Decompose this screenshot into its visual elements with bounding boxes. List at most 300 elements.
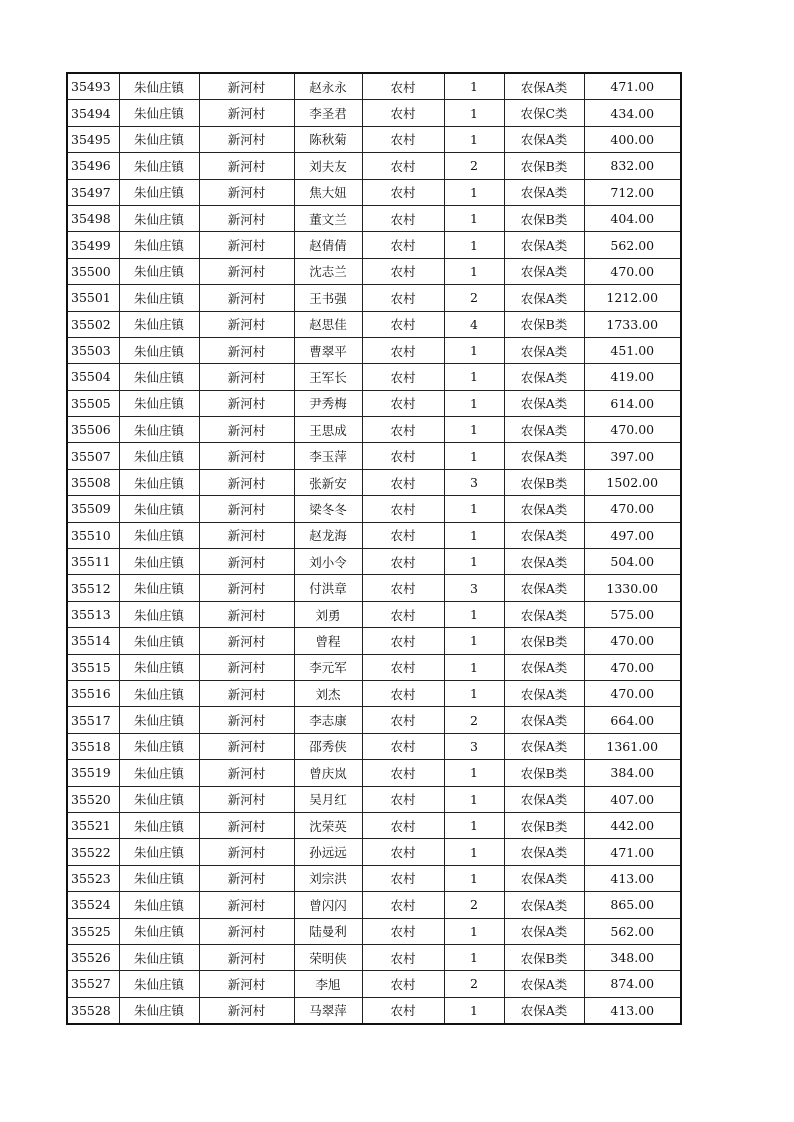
amount-cell: 397.00 <box>584 443 681 469</box>
village-cell: 新河村 <box>199 337 294 363</box>
household-size-cell: 1 <box>444 205 504 231</box>
village-cell: 新河村 <box>199 760 294 786</box>
amount-cell: 470.00 <box>584 417 681 443</box>
insurance-category-cell: 农保A类 <box>504 73 584 100</box>
table-row <box>67 601 681 627</box>
village-cell: 新河村 <box>199 469 294 495</box>
person-name-cell: 曾庆岚 <box>294 760 362 786</box>
village-cell: 新河村 <box>199 311 294 337</box>
area-type-cell: 农村 <box>362 812 444 838</box>
subsidy-table <box>66 72 682 1025</box>
row-id-cell: 35511 <box>67 549 119 575</box>
amount-cell: 471.00 <box>584 839 681 865</box>
village-cell: 新河村 <box>199 628 294 654</box>
insurance-category-cell: 农保A类 <box>504 443 584 469</box>
row-id-cell: 35514 <box>67 628 119 654</box>
village-cell: 新河村 <box>199 733 294 759</box>
household-size-cell: 2 <box>444 153 504 179</box>
amount-cell: 419.00 <box>584 364 681 390</box>
table-body <box>67 73 681 1024</box>
insurance-category-cell: 农保A类 <box>504 733 584 759</box>
table-row <box>67 232 681 258</box>
row-id-cell: 35506 <box>67 417 119 443</box>
person-name-cell: 李志康 <box>294 707 362 733</box>
insurance-category-cell: 农保A类 <box>504 971 584 997</box>
village-cell: 新河村 <box>199 892 294 918</box>
person-name-cell: 董文兰 <box>294 205 362 231</box>
town-cell: 朱仙庄镇 <box>119 786 199 812</box>
area-type-cell: 农村 <box>362 628 444 654</box>
town-cell: 朱仙庄镇 <box>119 971 199 997</box>
table-row <box>67 443 681 469</box>
row-id-cell: 35515 <box>67 654 119 680</box>
amount-cell: 1361.00 <box>584 733 681 759</box>
household-size-cell: 1 <box>444 997 504 1024</box>
village-cell: 新河村 <box>199 839 294 865</box>
household-size-cell: 1 <box>444 390 504 416</box>
table-row <box>67 522 681 548</box>
row-id-cell: 35526 <box>67 944 119 970</box>
area-type-cell: 农村 <box>362 364 444 390</box>
household-size-cell: 3 <box>444 575 504 601</box>
area-type-cell: 农村 <box>362 179 444 205</box>
town-cell: 朱仙庄镇 <box>119 680 199 706</box>
village-cell: 新河村 <box>199 364 294 390</box>
insurance-category-cell: 农保A类 <box>504 892 584 918</box>
town-cell: 朱仙庄镇 <box>119 865 199 891</box>
household-size-cell: 2 <box>444 892 504 918</box>
amount-cell: 413.00 <box>584 865 681 891</box>
table-row <box>67 100 681 126</box>
insurance-category-cell: 农保B类 <box>504 812 584 838</box>
person-name-cell: 沈志兰 <box>294 258 362 284</box>
insurance-category-cell: 农保B类 <box>504 469 584 495</box>
amount-cell: 1212.00 <box>584 285 681 311</box>
village-cell: 新河村 <box>199 443 294 469</box>
household-size-cell: 1 <box>444 944 504 970</box>
village-cell: 新河村 <box>199 680 294 706</box>
insurance-category-cell: 农保A类 <box>504 865 584 891</box>
row-id-cell: 35513 <box>67 601 119 627</box>
amount-cell: 562.00 <box>584 232 681 258</box>
village-cell: 新河村 <box>199 205 294 231</box>
household-size-cell: 2 <box>444 285 504 311</box>
area-type-cell: 农村 <box>362 680 444 706</box>
table-row <box>67 364 681 390</box>
table-row <box>67 337 681 363</box>
row-id-cell: 35512 <box>67 575 119 601</box>
village-cell: 新河村 <box>199 417 294 443</box>
row-id-cell: 35501 <box>67 285 119 311</box>
household-size-cell: 1 <box>444 496 504 522</box>
area-type-cell: 农村 <box>362 971 444 997</box>
person-name-cell: 刘勇 <box>294 601 362 627</box>
person-name-cell: 焦大妞 <box>294 179 362 205</box>
insurance-category-cell: 农保A类 <box>504 549 584 575</box>
town-cell: 朱仙庄镇 <box>119 997 199 1024</box>
insurance-category-cell: 农保A类 <box>504 417 584 443</box>
row-id-cell: 35527 <box>67 971 119 997</box>
town-cell: 朱仙庄镇 <box>119 944 199 970</box>
village-cell: 新河村 <box>199 496 294 522</box>
area-type-cell: 农村 <box>362 865 444 891</box>
household-size-cell: 1 <box>444 522 504 548</box>
row-id-cell: 35516 <box>67 680 119 706</box>
table-row <box>67 918 681 944</box>
table-row <box>67 153 681 179</box>
person-name-cell: 刘小令 <box>294 549 362 575</box>
area-type-cell: 农村 <box>362 337 444 363</box>
table-row <box>67 469 681 495</box>
table-row <box>67 179 681 205</box>
area-type-cell: 农村 <box>362 73 444 100</box>
amount-cell: 832.00 <box>584 153 681 179</box>
insurance-category-cell: 农保B类 <box>504 205 584 231</box>
amount-cell: 413.00 <box>584 997 681 1024</box>
amount-cell: 434.00 <box>584 100 681 126</box>
row-id-cell: 35507 <box>67 443 119 469</box>
amount-cell: 497.00 <box>584 522 681 548</box>
area-type-cell: 农村 <box>362 654 444 680</box>
village-cell: 新河村 <box>199 73 294 100</box>
town-cell: 朱仙庄镇 <box>119 364 199 390</box>
insurance-category-cell: 农保A类 <box>504 997 584 1024</box>
table-row <box>67 997 681 1024</box>
row-id-cell: 35496 <box>67 153 119 179</box>
amount-cell: 712.00 <box>584 179 681 205</box>
village-cell: 新河村 <box>199 997 294 1024</box>
village-cell: 新河村 <box>199 100 294 126</box>
amount-cell: 470.00 <box>584 496 681 522</box>
amount-cell: 384.00 <box>584 760 681 786</box>
household-size-cell: 1 <box>444 839 504 865</box>
row-id-cell: 35493 <box>67 73 119 100</box>
village-cell: 新河村 <box>199 232 294 258</box>
row-id-cell: 35508 <box>67 469 119 495</box>
person-name-cell: 李玉萍 <box>294 443 362 469</box>
table-row <box>67 496 681 522</box>
person-name-cell: 刘夫友 <box>294 153 362 179</box>
household-size-cell: 1 <box>444 865 504 891</box>
person-name-cell: 赵永永 <box>294 73 362 100</box>
village-cell: 新河村 <box>199 918 294 944</box>
household-size-cell: 3 <box>444 733 504 759</box>
amount-cell: 874.00 <box>584 971 681 997</box>
person-name-cell: 曾程 <box>294 628 362 654</box>
area-type-cell: 农村 <box>362 100 444 126</box>
town-cell: 朱仙庄镇 <box>119 839 199 865</box>
insurance-category-cell: 农保A类 <box>504 522 584 548</box>
town-cell: 朱仙庄镇 <box>119 285 199 311</box>
household-size-cell: 1 <box>444 126 504 152</box>
amount-cell: 1733.00 <box>584 311 681 337</box>
amount-cell: 1502.00 <box>584 469 681 495</box>
insurance-category-cell: 农保A类 <box>504 179 584 205</box>
area-type-cell: 农村 <box>362 575 444 601</box>
amount-cell: 404.00 <box>584 205 681 231</box>
person-name-cell: 陈秋菊 <box>294 126 362 152</box>
area-type-cell: 农村 <box>362 786 444 812</box>
area-type-cell: 农村 <box>362 997 444 1024</box>
row-id-cell: 35524 <box>67 892 119 918</box>
household-size-cell: 2 <box>444 971 504 997</box>
person-name-cell: 赵倩倩 <box>294 232 362 258</box>
town-cell: 朱仙庄镇 <box>119 390 199 416</box>
household-size-cell: 1 <box>444 100 504 126</box>
household-size-cell: 1 <box>444 549 504 575</box>
row-id-cell: 35495 <box>67 126 119 152</box>
area-type-cell: 农村 <box>362 205 444 231</box>
area-type-cell: 农村 <box>362 918 444 944</box>
row-id-cell: 35510 <box>67 522 119 548</box>
person-name-cell: 沈荣英 <box>294 812 362 838</box>
village-cell: 新河村 <box>199 575 294 601</box>
town-cell: 朱仙庄镇 <box>119 522 199 548</box>
village-cell: 新河村 <box>199 812 294 838</box>
person-name-cell: 刘杰 <box>294 680 362 706</box>
amount-cell: 451.00 <box>584 337 681 363</box>
amount-cell: 470.00 <box>584 680 681 706</box>
table-row <box>67 892 681 918</box>
town-cell: 朱仙庄镇 <box>119 417 199 443</box>
table-row <box>67 285 681 311</box>
table-row <box>67 311 681 337</box>
insurance-category-cell: 农保A类 <box>504 337 584 363</box>
town-cell: 朱仙庄镇 <box>119 654 199 680</box>
town-cell: 朱仙庄镇 <box>119 205 199 231</box>
area-type-cell: 农村 <box>362 549 444 575</box>
person-name-cell: 梁冬冬 <box>294 496 362 522</box>
area-type-cell: 农村 <box>362 760 444 786</box>
village-cell: 新河村 <box>199 179 294 205</box>
village-cell: 新河村 <box>199 522 294 548</box>
table-row <box>67 680 681 706</box>
town-cell: 朱仙庄镇 <box>119 549 199 575</box>
household-size-cell: 1 <box>444 760 504 786</box>
row-id-cell: 35505 <box>67 390 119 416</box>
person-name-cell: 王军长 <box>294 364 362 390</box>
household-size-cell: 1 <box>444 364 504 390</box>
household-size-cell: 1 <box>444 812 504 838</box>
town-cell: 朱仙庄镇 <box>119 311 199 337</box>
row-id-cell: 35494 <box>67 100 119 126</box>
insurance-category-cell: 农保B类 <box>504 628 584 654</box>
town-cell: 朱仙庄镇 <box>119 707 199 733</box>
area-type-cell: 农村 <box>362 417 444 443</box>
village-cell: 新河村 <box>199 126 294 152</box>
row-id-cell: 35497 <box>67 179 119 205</box>
area-type-cell: 农村 <box>362 601 444 627</box>
village-cell: 新河村 <box>199 549 294 575</box>
area-type-cell: 农村 <box>362 469 444 495</box>
town-cell: 朱仙庄镇 <box>119 179 199 205</box>
area-type-cell: 农村 <box>362 232 444 258</box>
insurance-category-cell: 农保A类 <box>504 496 584 522</box>
row-id-cell: 35500 <box>67 258 119 284</box>
household-size-cell: 3 <box>444 469 504 495</box>
town-cell: 朱仙庄镇 <box>119 153 199 179</box>
person-name-cell: 邵秀侠 <box>294 733 362 759</box>
area-type-cell: 农村 <box>362 390 444 416</box>
table-row <box>67 760 681 786</box>
person-name-cell: 李旭 <box>294 971 362 997</box>
insurance-category-cell: 农保B类 <box>504 760 584 786</box>
village-cell: 新河村 <box>199 258 294 284</box>
insurance-category-cell: 农保A类 <box>504 918 584 944</box>
household-size-cell: 1 <box>444 654 504 680</box>
person-name-cell: 赵龙海 <box>294 522 362 548</box>
insurance-category-cell: 农保A类 <box>504 575 584 601</box>
village-cell: 新河村 <box>199 786 294 812</box>
town-cell: 朱仙庄镇 <box>119 733 199 759</box>
village-cell: 新河村 <box>199 944 294 970</box>
insurance-category-cell: 农保A类 <box>504 126 584 152</box>
person-name-cell: 张新安 <box>294 469 362 495</box>
town-cell: 朱仙庄镇 <box>119 760 199 786</box>
row-id-cell: 35502 <box>67 311 119 337</box>
household-size-cell: 1 <box>444 179 504 205</box>
household-size-cell: 1 <box>444 680 504 706</box>
table-row <box>67 654 681 680</box>
table-row <box>67 707 681 733</box>
area-type-cell: 农村 <box>362 258 444 284</box>
village-cell: 新河村 <box>199 601 294 627</box>
row-id-cell: 35517 <box>67 707 119 733</box>
household-size-cell: 4 <box>444 311 504 337</box>
town-cell: 朱仙庄镇 <box>119 443 199 469</box>
village-cell: 新河村 <box>199 153 294 179</box>
amount-cell: 470.00 <box>584 258 681 284</box>
person-name-cell: 赵思佳 <box>294 311 362 337</box>
household-size-cell: 1 <box>444 232 504 258</box>
area-type-cell: 农村 <box>362 285 444 311</box>
area-type-cell: 农村 <box>362 522 444 548</box>
amount-cell: 407.00 <box>584 786 681 812</box>
row-id-cell: 35525 <box>67 918 119 944</box>
amount-cell: 614.00 <box>584 390 681 416</box>
amount-cell: 1330.00 <box>584 575 681 601</box>
table-row <box>67 971 681 997</box>
insurance-category-cell: 农保A类 <box>504 786 584 812</box>
row-id-cell: 35528 <box>67 997 119 1024</box>
amount-cell: 442.00 <box>584 812 681 838</box>
household-size-cell: 1 <box>444 443 504 469</box>
person-name-cell: 曹翠平 <box>294 337 362 363</box>
insurance-category-cell: 农保A类 <box>504 258 584 284</box>
household-size-cell: 1 <box>444 258 504 284</box>
insurance-category-cell: 农保A类 <box>504 601 584 627</box>
town-cell: 朱仙庄镇 <box>119 628 199 654</box>
town-cell: 朱仙庄镇 <box>119 575 199 601</box>
household-size-cell: 1 <box>444 337 504 363</box>
amount-cell: 575.00 <box>584 601 681 627</box>
village-cell: 新河村 <box>199 865 294 891</box>
table-row <box>67 839 681 865</box>
table-row <box>67 733 681 759</box>
town-cell: 朱仙庄镇 <box>119 337 199 363</box>
person-name-cell: 王思成 <box>294 417 362 443</box>
table-row <box>67 73 681 100</box>
person-name-cell: 刘宗洪 <box>294 865 362 891</box>
table-row <box>67 549 681 575</box>
household-size-cell: 1 <box>444 786 504 812</box>
row-id-cell: 35521 <box>67 812 119 838</box>
person-name-cell: 孙远远 <box>294 839 362 865</box>
town-cell: 朱仙庄镇 <box>119 601 199 627</box>
insurance-category-cell: 农保B类 <box>504 311 584 337</box>
household-size-cell: 1 <box>444 73 504 100</box>
insurance-category-cell: 农保B类 <box>504 153 584 179</box>
person-name-cell: 付洪章 <box>294 575 362 601</box>
area-type-cell: 农村 <box>362 443 444 469</box>
town-cell: 朱仙庄镇 <box>119 469 199 495</box>
row-id-cell: 35503 <box>67 337 119 363</box>
area-type-cell: 农村 <box>362 944 444 970</box>
amount-cell: 471.00 <box>584 73 681 100</box>
person-name-cell: 荣明侠 <box>294 944 362 970</box>
village-cell: 新河村 <box>199 707 294 733</box>
row-id-cell: 35509 <box>67 496 119 522</box>
area-type-cell: 农村 <box>362 839 444 865</box>
town-cell: 朱仙庄镇 <box>119 126 199 152</box>
amount-cell: 562.00 <box>584 918 681 944</box>
household-size-cell: 2 <box>444 707 504 733</box>
amount-cell: 400.00 <box>584 126 681 152</box>
amount-cell: 470.00 <box>584 628 681 654</box>
row-id-cell: 35518 <box>67 733 119 759</box>
row-id-cell: 35523 <box>67 865 119 891</box>
insurance-category-cell: 农保A类 <box>504 839 584 865</box>
table-row <box>67 865 681 891</box>
table-row <box>67 417 681 443</box>
town-cell: 朱仙庄镇 <box>119 812 199 838</box>
town-cell: 朱仙庄镇 <box>119 258 199 284</box>
row-id-cell: 35519 <box>67 760 119 786</box>
town-cell: 朱仙庄镇 <box>119 73 199 100</box>
area-type-cell: 农村 <box>362 892 444 918</box>
insurance-category-cell: 农保A类 <box>504 654 584 680</box>
person-name-cell: 李圣君 <box>294 100 362 126</box>
person-name-cell: 吴月红 <box>294 786 362 812</box>
village-cell: 新河村 <box>199 285 294 311</box>
insurance-category-cell: 农保A类 <box>504 232 584 258</box>
insurance-category-cell: 农保A类 <box>504 390 584 416</box>
table-row <box>67 628 681 654</box>
amount-cell: 470.00 <box>584 654 681 680</box>
row-id-cell: 35520 <box>67 786 119 812</box>
area-type-cell: 农村 <box>362 311 444 337</box>
village-cell: 新河村 <box>199 971 294 997</box>
table-row <box>67 812 681 838</box>
area-type-cell: 农村 <box>362 153 444 179</box>
table-row <box>67 390 681 416</box>
area-type-cell: 农村 <box>362 733 444 759</box>
town-cell: 朱仙庄镇 <box>119 100 199 126</box>
insurance-category-cell: 农保A类 <box>504 707 584 733</box>
insurance-category-cell: 农保B类 <box>504 944 584 970</box>
table-row <box>67 205 681 231</box>
household-size-cell: 1 <box>444 417 504 443</box>
table-row <box>67 575 681 601</box>
row-id-cell: 35504 <box>67 364 119 390</box>
table-row <box>67 258 681 284</box>
row-id-cell: 35522 <box>67 839 119 865</box>
amount-cell: 664.00 <box>584 707 681 733</box>
insurance-category-cell: 农保A类 <box>504 285 584 311</box>
person-name-cell: 曾闪闪 <box>294 892 362 918</box>
area-type-cell: 农村 <box>362 126 444 152</box>
area-type-cell: 农村 <box>362 707 444 733</box>
